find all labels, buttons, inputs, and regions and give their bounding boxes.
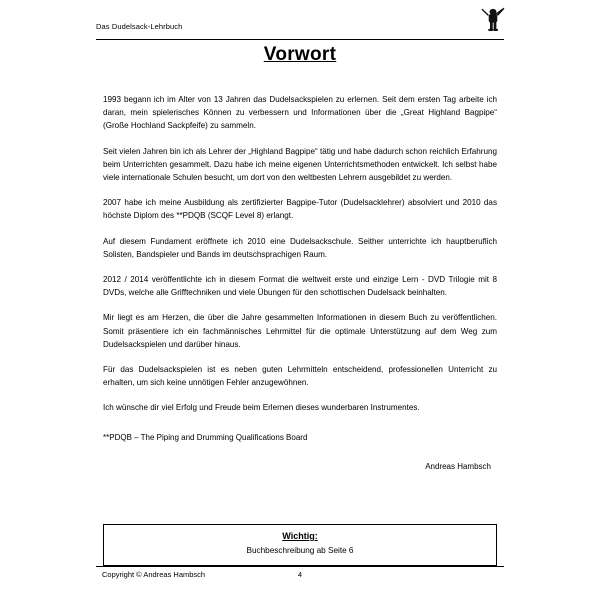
paragraph: Seit vielen Jahren bin ich als Lehrer der „Highland Bagpipe“ tätig und habe dadurch schon reichlich Erfahrung beim Unterrichten gesammelt. Dazu habe ich meine eigenen Unterrichtsmethoden entwickelt. Ich selbst habe viele internationale Schulen besucht, um dort von den weltbesten Lehrern ausgebildet zu werden. (103, 146, 497, 183)
page-footer (96, 566, 504, 584)
paragraph: Für das Dudelsackspielen ist es neben guten Lehrmitteln entscheidend, professionellen Unterricht zu erhalten, um sich keine unnötigen Fehler anzugewöhnen. (103, 365, 497, 388)
author-signature: Andreas Hambsch (425, 461, 491, 471)
page-title: Vorwort (263, 44, 337, 65)
paragraph: Mir liegt es am Herzen, die über die Jahre gesammelten Informationen in diesem Buch zu veröffentlichen. Somit präsentiere ich ein fachmännisches Lehrmittel für die optimale Unterstützung auf dem Weg zum Dudelsackspielen und darüber hinaus. (103, 313, 497, 349)
paragraph: 2007 habe ich meine Ausbildung als zertifizierter Bagpipe-Tutor (Dudelsacklehrer) absolviert und 2010 das höchste Diplom des **PDQB (SCQF Level 8) erlangt. (103, 198, 497, 221)
footer-page-number: 4 (297, 570, 303, 579)
important-notice-title: Wichtig: (282, 531, 318, 541)
page-header (96, 16, 504, 42)
header-divider (96, 39, 504, 40)
paragraph: Ich wünsche dir viel Erfolg und Freude beim Erlernen dieses wunderbaren Instrumentes. (103, 403, 420, 413)
bagpiper-logo-icon (480, 6, 506, 32)
footer-copyright: Copyright © Andreas Hambsch (102, 570, 206, 579)
footnote: **PDQB – The Piping and Drumming Qualifications Board (103, 432, 308, 442)
running-header-title: Das Dudelsack-Lehrbuch (96, 22, 183, 31)
footer-divider (96, 566, 504, 567)
important-notice-subtitle: Buchbeschreibung ab Seite 6 (246, 546, 354, 555)
document-body (103, 93, 497, 473)
paragraph: 1993 begann ich im Alter von 13 Jahren das Dudelsackspielen zu erlernen. Seit dem ersten Tag arbeite ich daran, mein spielerisches Können zu verbessern und Informationen über die „Great Highland Bagpipe“ (Große Hochland Sackpfeife) zu sammeln. (103, 95, 497, 131)
paragraph: 2012 / 2014 veröffentlichte ich in diesem Format die weltweit erste und einzige Lern - DVD Trilogie mit 8 DVDs, welche alle Grifftechniken und viele Übungen für den schottischen Dudelsack beinhalten. (103, 275, 497, 298)
important-notice-box (103, 524, 497, 566)
paragraph: Auf diesem Fundament eröffnete ich 2010 eine Dudelsackschule. Seither unterrichte ich hauptberuflich Solisten, Bandspieler und Bands im deutschsprachigen Raum. (103, 236, 497, 259)
